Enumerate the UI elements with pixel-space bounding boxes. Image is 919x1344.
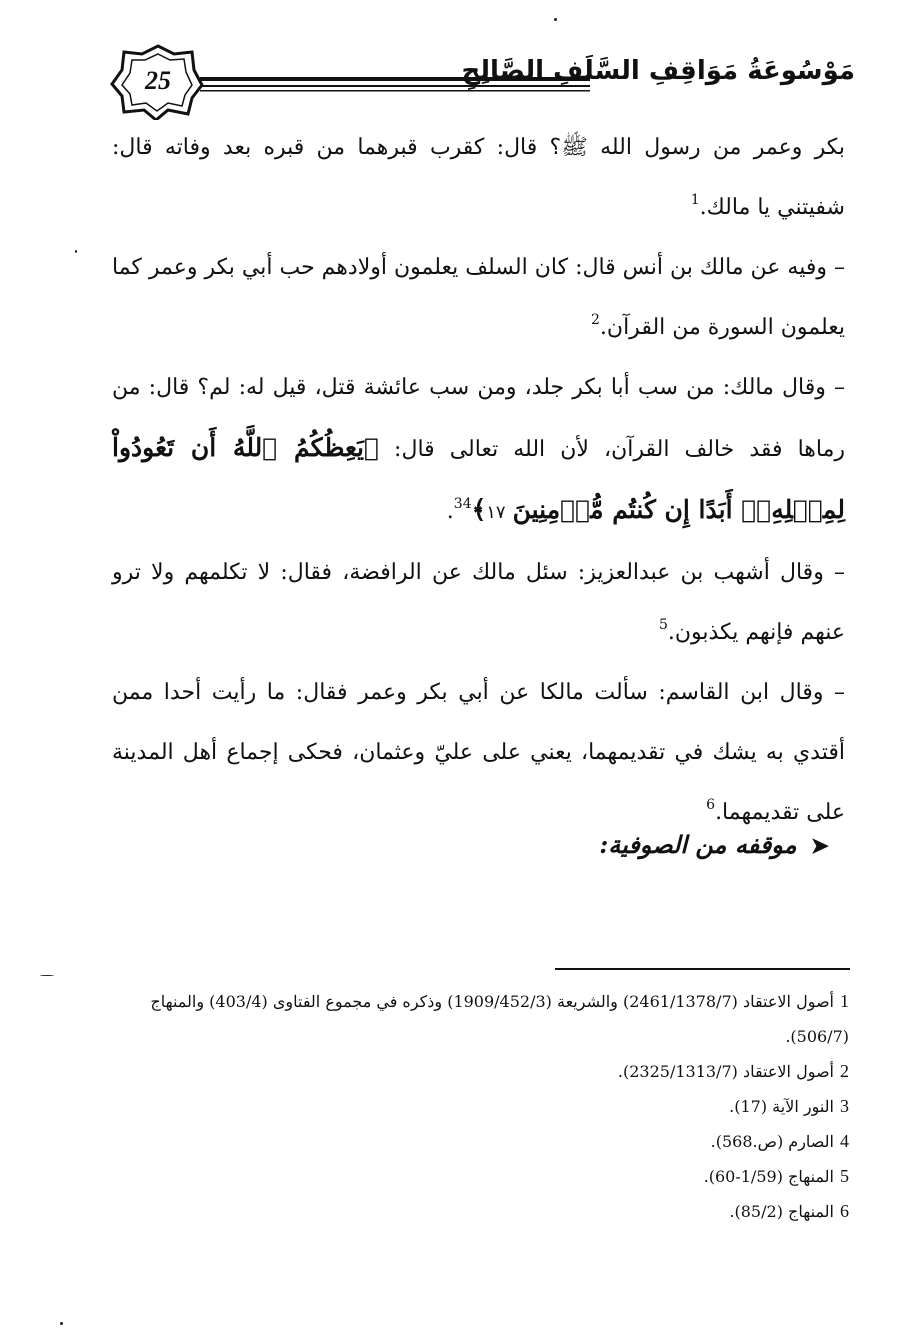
scan-speck	[554, 18, 557, 21]
footnote	[112, 1194, 849, 1229]
footnote-text: أصول الاعتقاد (2461/1378/7) والشريعة (1909/452/3) وذكره في مجموع الفتاوى (403/4) والمنهاج (506/7).	[150, 992, 849, 1046]
paragraph-text: بكر وعمر من رسول الله ﷺ؟ قال: كقرب قبرهما من قبره بعد وفاته قال: شفيتني يا مالك.	[112, 135, 845, 220]
footnote	[112, 1054, 849, 1089]
footnote-number: 6	[840, 1201, 849, 1221]
footnote-ref: 6	[706, 797, 716, 813]
paragraph-text: – وقال ابن القاسم: سألت مالكا عن أبي بكر وعمر فقال: ما رأيت أحدا ممن أقتدي به يشك في تقديمهما، يعني على عليّ وعثمان، فحكى إجماع أهل المدينة على تقديمهما.	[112, 680, 845, 825]
paragraph: – وقال مالك: من سب أبا بكر جلد، ومن سب عائشة قتل، قيل له: لم؟ قال: من رماها فقد خالف القرآن، لأن الله تعالى قال: ﴿يَعِظُكُمُ ٱللَّهُ أَن تَعُودُواْ لِمِثۡلِهِۦٓ أَبَدًا إِن كُنتُم مُّؤۡمِنِينَ ١٧﴾$^{34}$.	[112, 375, 845, 524]
footnote-number: 4	[840, 1131, 849, 1151]
scan-speck	[60, 1322, 63, 1325]
footnote-number: 2	[840, 1061, 849, 1081]
paragraph	[112, 663, 845, 843]
footnote-ref: 3	[453, 496, 463, 512]
footnote-text: أصول الاعتقاد (2325/1313/7).	[617, 1062, 834, 1081]
footnote-text: المنهاج (85/2).	[729, 1202, 834, 1221]
footnote-text: النور الآية (17).	[729, 1097, 834, 1116]
paragraph-text: – وقال أشهب بن عبدالعزيز: سئل مالك عن الرافضة، فقال: لا تكلمهم ولا ترو عنهم فإنهم يكذبون.	[112, 560, 845, 645]
section-heading-text: موقفه من الصوفية:	[599, 830, 797, 859]
footnote	[112, 1089, 849, 1124]
footnote-text: المنهاج (1/59-60).	[703, 1167, 834, 1186]
page-number: 25	[145, 66, 171, 95]
footnote	[112, 1159, 849, 1194]
footnote-ref: 2	[591, 312, 600, 328]
paragraph-text: – وفيه عن مالك بن أنس قال: كان السلف يعلمون أولادهم حب أبي بكر وعمر كما يعلمون السورة من القرآن.	[112, 255, 845, 340]
scan-speck	[40, 975, 54, 976]
footnote-ref: 1	[690, 192, 700, 208]
main-text	[112, 118, 845, 843]
verse-number-icon: ١٧	[486, 502, 506, 523]
verse-close-bracket: ﴾	[471, 495, 487, 524]
series-title: مَوْسُوعَةُ مَوَاقِفِ السَّلَفِ الصَّالِحِ	[461, 56, 855, 86]
footnote-number: 3	[840, 1096, 849, 1116]
footnote	[112, 984, 849, 1054]
footnote-divider	[555, 968, 850, 970]
paragraph	[112, 238, 845, 358]
paragraph	[112, 543, 845, 663]
arrow-bullet-icon: ➤	[810, 833, 829, 859]
footnote-number: 1	[840, 991, 849, 1011]
quran-verse: ﴿يَعِظُكُمُ ٱللَّهُ أَن تَعُودُواْ لِمِثۡلِهِۦٓ أَبَدًا إِن كُنتُم مُّؤۡمِنِينَ	[112, 433, 845, 524]
section-heading	[599, 830, 829, 859]
footnote-text: الصارم (ص.568).	[710, 1132, 834, 1151]
page-header	[110, 40, 855, 120]
footnote-ref: 4	[462, 496, 472, 512]
paragraph-text: – وقال مالك: من سب أبا بكر جلد، ومن سب عائشة قتل، قيل له: لم؟ قال: من رماها فقد خالف القرآن، لأن الله تعالى قال:	[112, 375, 845, 462]
footnote-ref: 5	[658, 617, 668, 633]
footnotes	[112, 984, 849, 1229]
scan-speck	[75, 250, 77, 253]
footnote-number: 5	[840, 1166, 849, 1186]
paragraph	[112, 118, 845, 238]
footnote	[112, 1124, 849, 1159]
